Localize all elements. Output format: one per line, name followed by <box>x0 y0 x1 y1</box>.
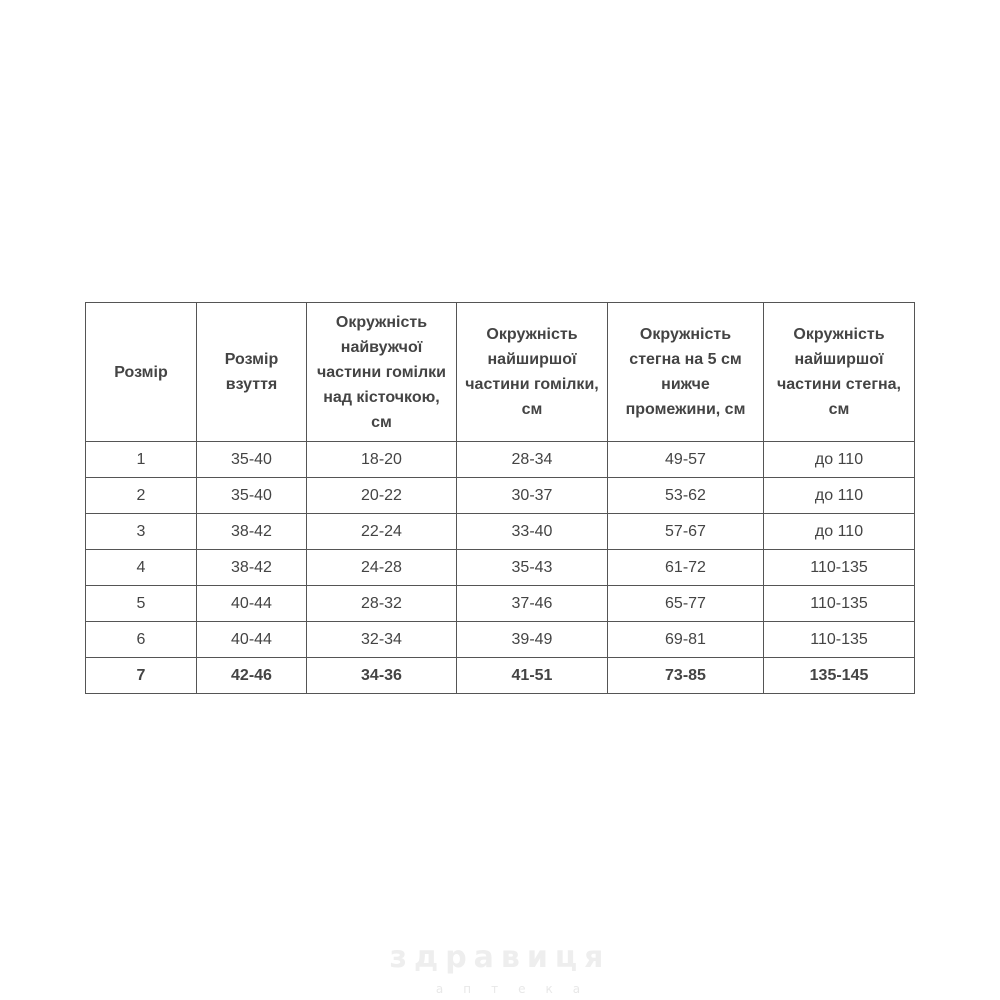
table-cell: 28-32 <box>307 586 457 622</box>
table-cell: 69-81 <box>608 622 764 658</box>
table-row <box>86 586 915 622</box>
table-cell: 57-67 <box>608 514 764 550</box>
watermark-logo-subtitle: аптека <box>435 982 601 996</box>
size-chart-table <box>85 302 915 694</box>
table-cell: 5 <box>86 586 197 622</box>
table-cell: 41-51 <box>457 658 608 694</box>
table-cell: до 110 <box>764 514 915 550</box>
table-header-row <box>86 303 915 442</box>
table-cell: 38-42 <box>197 550 307 586</box>
table-cell: 39-49 <box>457 622 608 658</box>
table-cell: 110-135 <box>764 622 915 658</box>
table-cell: 110-135 <box>764 550 915 586</box>
table-cell: 7 <box>86 658 197 694</box>
header-widest-thigh-circumference: Окружність найширшої частини стегна, см <box>764 303 915 442</box>
table-row <box>86 550 915 586</box>
table-cell: 40-44 <box>197 586 307 622</box>
table-cell: 28-34 <box>457 442 608 478</box>
table-cell: 38-42 <box>197 514 307 550</box>
table-cell: 18-20 <box>307 442 457 478</box>
table-cell: 33-40 <box>457 514 608 550</box>
table-cell: до 110 <box>764 442 915 478</box>
table-row <box>86 658 915 694</box>
table-cell: 135-145 <box>764 658 915 694</box>
table-cell: 24-28 <box>307 550 457 586</box>
header-calf-circumference: Окружність найширшої частини гомілки, см <box>457 303 608 442</box>
header-shoe-size: Розмір взуття <box>197 303 307 442</box>
table-body <box>86 442 915 694</box>
table-cell: 1 <box>86 442 197 478</box>
table-cell: 34-36 <box>307 658 457 694</box>
table-cell: 4 <box>86 550 197 586</box>
header-ankle-circumference: Окружність найвужчої частини гомілки над кісточкою, см <box>307 303 457 442</box>
table-cell: 49-57 <box>608 442 764 478</box>
table-cell: 6 <box>86 622 197 658</box>
table-cell: до 110 <box>764 478 915 514</box>
table-cell: 35-40 <box>197 442 307 478</box>
table-cell: 53-62 <box>608 478 764 514</box>
table-cell: 30-37 <box>457 478 608 514</box>
table-cell: 40-44 <box>197 622 307 658</box>
table-cell: 32-34 <box>307 622 457 658</box>
table-cell: 37-46 <box>457 586 608 622</box>
table-cell: 73-85 <box>608 658 764 694</box>
table-cell: 3 <box>86 514 197 550</box>
table-row <box>86 478 915 514</box>
table-cell: 110-135 <box>764 586 915 622</box>
table-row <box>86 442 915 478</box>
table-cell: 20-22 <box>307 478 457 514</box>
watermark-logo-name: здравиця <box>389 940 611 975</box>
table-cell: 42-46 <box>197 658 307 694</box>
table-cell: 65-77 <box>608 586 764 622</box>
table-row <box>86 622 915 658</box>
table-row <box>86 514 915 550</box>
table-cell: 22-24 <box>307 514 457 550</box>
header-size: Розмір <box>86 303 197 442</box>
table-cell: 35-40 <box>197 478 307 514</box>
table-cell: 35-43 <box>457 550 608 586</box>
header-thigh-circumference-below-crotch: Окружність стегна на 5 см нижче промежини, см <box>608 303 764 442</box>
table-cell: 61-72 <box>608 550 764 586</box>
table-cell: 2 <box>86 478 197 514</box>
